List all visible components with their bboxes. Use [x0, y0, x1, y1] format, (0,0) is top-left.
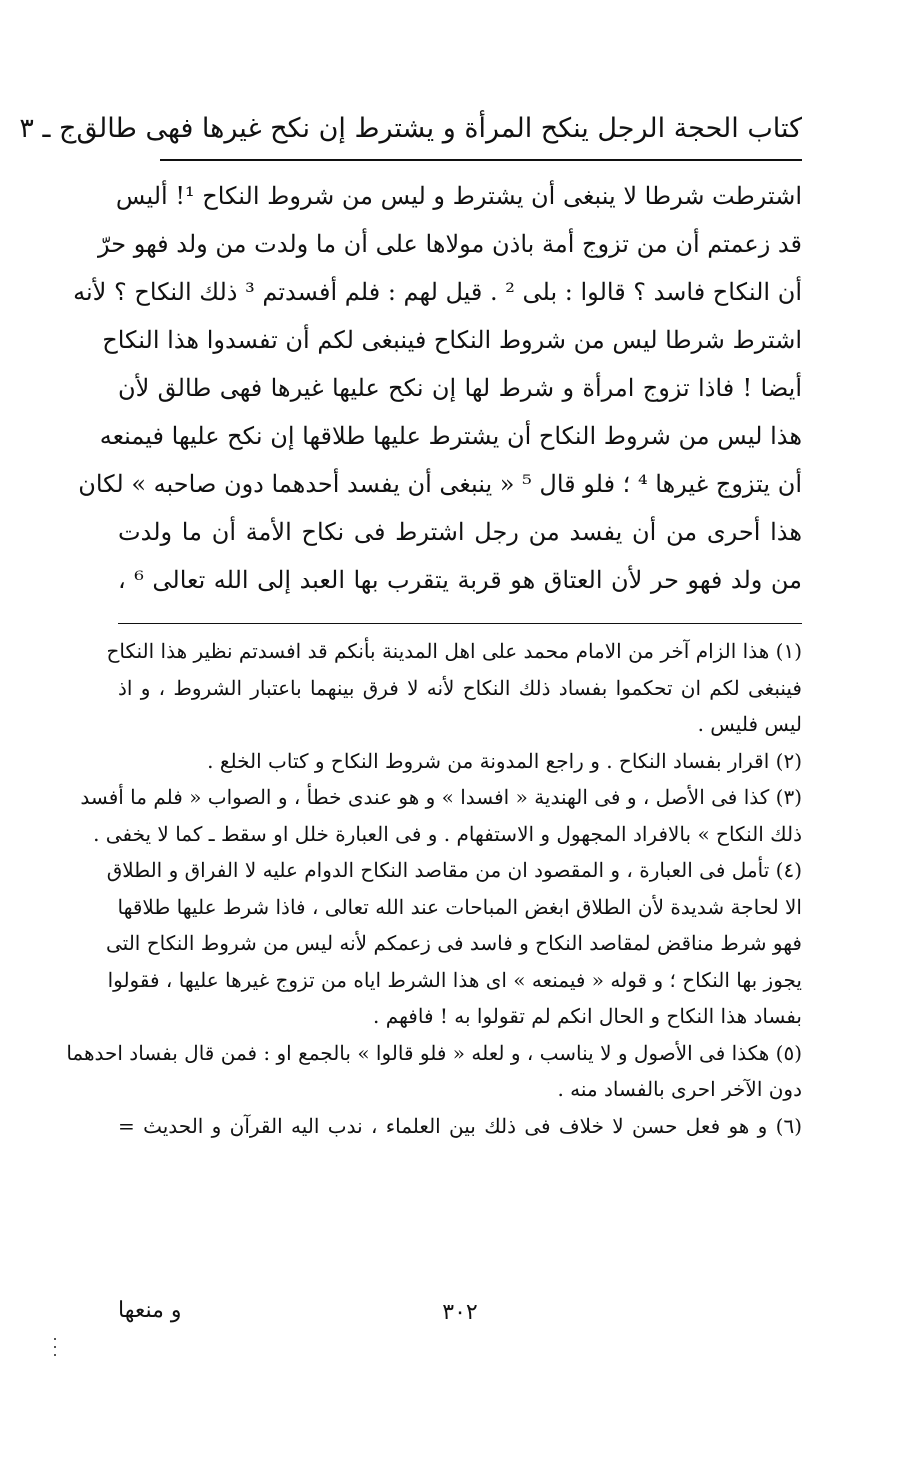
- page-footer: [118, 1298, 802, 1338]
- header-volume: ج ـ ٣: [19, 112, 77, 144]
- text-line: اشترطت شرطا لا ينبغى أن يشترط و ليس من شروط النكاح ¹! أليس: [115, 182, 802, 210]
- text-line: أن النكاح فاسد ؟ قالوا : بلى ² . قيل لهم : فلم أفسدتم ³ ذلك النكاح ؟ لأنه: [73, 278, 802, 306]
- footnote-line: (١) هذا الزام آخر من الامام محمد على اهل المدينة بأنكم قد افسدتم نظير هذا النكاح: [106, 639, 802, 663]
- text-line: من ولد فهو حر لأن العتاق هو قربة يتقرب بها العبد إلى الله تعالى ⁶ ،: [118, 566, 803, 594]
- catchword: و منعها: [118, 1298, 182, 1323]
- header-title: كتاب الحجة الرجل ينكح المرأة و يشترط إن نكح غيرها فهى طالق: [76, 112, 802, 144]
- footnotes: [66, 633, 802, 1144]
- margin-dots: [54, 1338, 56, 1364]
- running-header: [19, 104, 802, 152]
- header-rule: [160, 159, 802, 161]
- footnote-line: فينبغى لكم ان تحكموا بفساد ذلك النكاح لأنه لا فرق بينهما باعتبار الشروط ، و اذ: [118, 675, 802, 700]
- footnote-5: [66, 1035, 802, 1108]
- footnote-separator: [118, 623, 802, 624]
- footnote-line: الا لحاجة شديدة لأن الطلاق ابغض المباحات عند الله تعالى ، فاذا شرط عليها طلاقها: [117, 894, 802, 919]
- text-line: أن يتزوج غيرها ⁴ ؛ فلو قال ⁵ « ينبغى أن يفسد أحدهما دون صاحبه » لكان: [78, 470, 802, 498]
- page-number: ٣٠٢: [442, 1300, 478, 1325]
- footnote-4: [106, 852, 802, 1035]
- footnote-line: (٦) و هو فعل حسن لا خلاف فى ذلك بين العلماء ، ندب اليه القرآن و الحديث =: [118, 1113, 802, 1138]
- footnote-line: (٤) تأمل فى العبارة ، و المقصود ان من مقاصد النكاح الدوام عليه لا الفراق و الطلاق: [106, 858, 802, 882]
- text-line: اشترط شرطا ليس من شروط النكاح فينبغى لكم أن تفسدوا هذا النكاح: [102, 326, 802, 354]
- footnote-6: [118, 1108, 802, 1145]
- footnote-line: دون الآخر احرى بالفساد منه .: [557, 1077, 802, 1101]
- footnote-2: [118, 743, 802, 780]
- footnote-line: يجوز بها النكاح ؛ و قوله « فيمنعه » اى هذا الشرط اياه من تزوج غيرها عليها ، فقولوا: [107, 967, 802, 992]
- text-line: هذا أحرى من أن يفسد من رجل اشترط فى نكاح الأمة أن ما ولدت: [118, 518, 802, 546]
- footnote-3: [80, 779, 802, 852]
- footnote-1: [106, 633, 802, 743]
- footnote-line: بفساد هذا النكاح و الحال انكم لم تقولوا به ! فافهم .: [373, 1004, 802, 1028]
- footnote-line: فهو شرط مناقض لمقاصد النكاح و فاسد فى زعمكم لأنه ليس من شروط النكاح التى: [106, 931, 802, 955]
- footnote-line: (٥) هكذا فى الأصول و لا يناسب ، و لعله « فلو قالوا » بالجمع او : فمن قال بفساد احدهما: [66, 1040, 802, 1065]
- text-line: هذا ليس من شروط النكاح أن يشترط عليها طلاقها إن نكح عليها فيمنعه: [99, 422, 802, 450]
- footnote-line: ذلك النكاح » بالافراد المجهول و الاستفهام . و فى العبارة خلل او سقط ـ كما لا يخفى .: [93, 821, 802, 846]
- footnote-line: ليس فليس .: [697, 712, 802, 736]
- text-line: قد زعمتم أن من تزوج أمة باذن مولاها على أن ما ولدت من ولد فهو حرّ: [98, 230, 802, 258]
- footnote-line: (٢) اقرار بفساد النكاح . و راجع المدونة من شروط النكاح و كتاب الخلع .: [207, 748, 802, 773]
- text-line: أيضا ! فاذا تزوج امرأة و شرط لها إن نكح عليها غيرها فهى طالق لأن: [118, 374, 802, 402]
- footnote-line: (٣) كذا فى الأصل ، و فى الهندية « افسدا » و هو عندى خطأ ، و الصواب « فلم ما أفسد: [80, 785, 802, 809]
- main-text: [73, 172, 803, 604]
